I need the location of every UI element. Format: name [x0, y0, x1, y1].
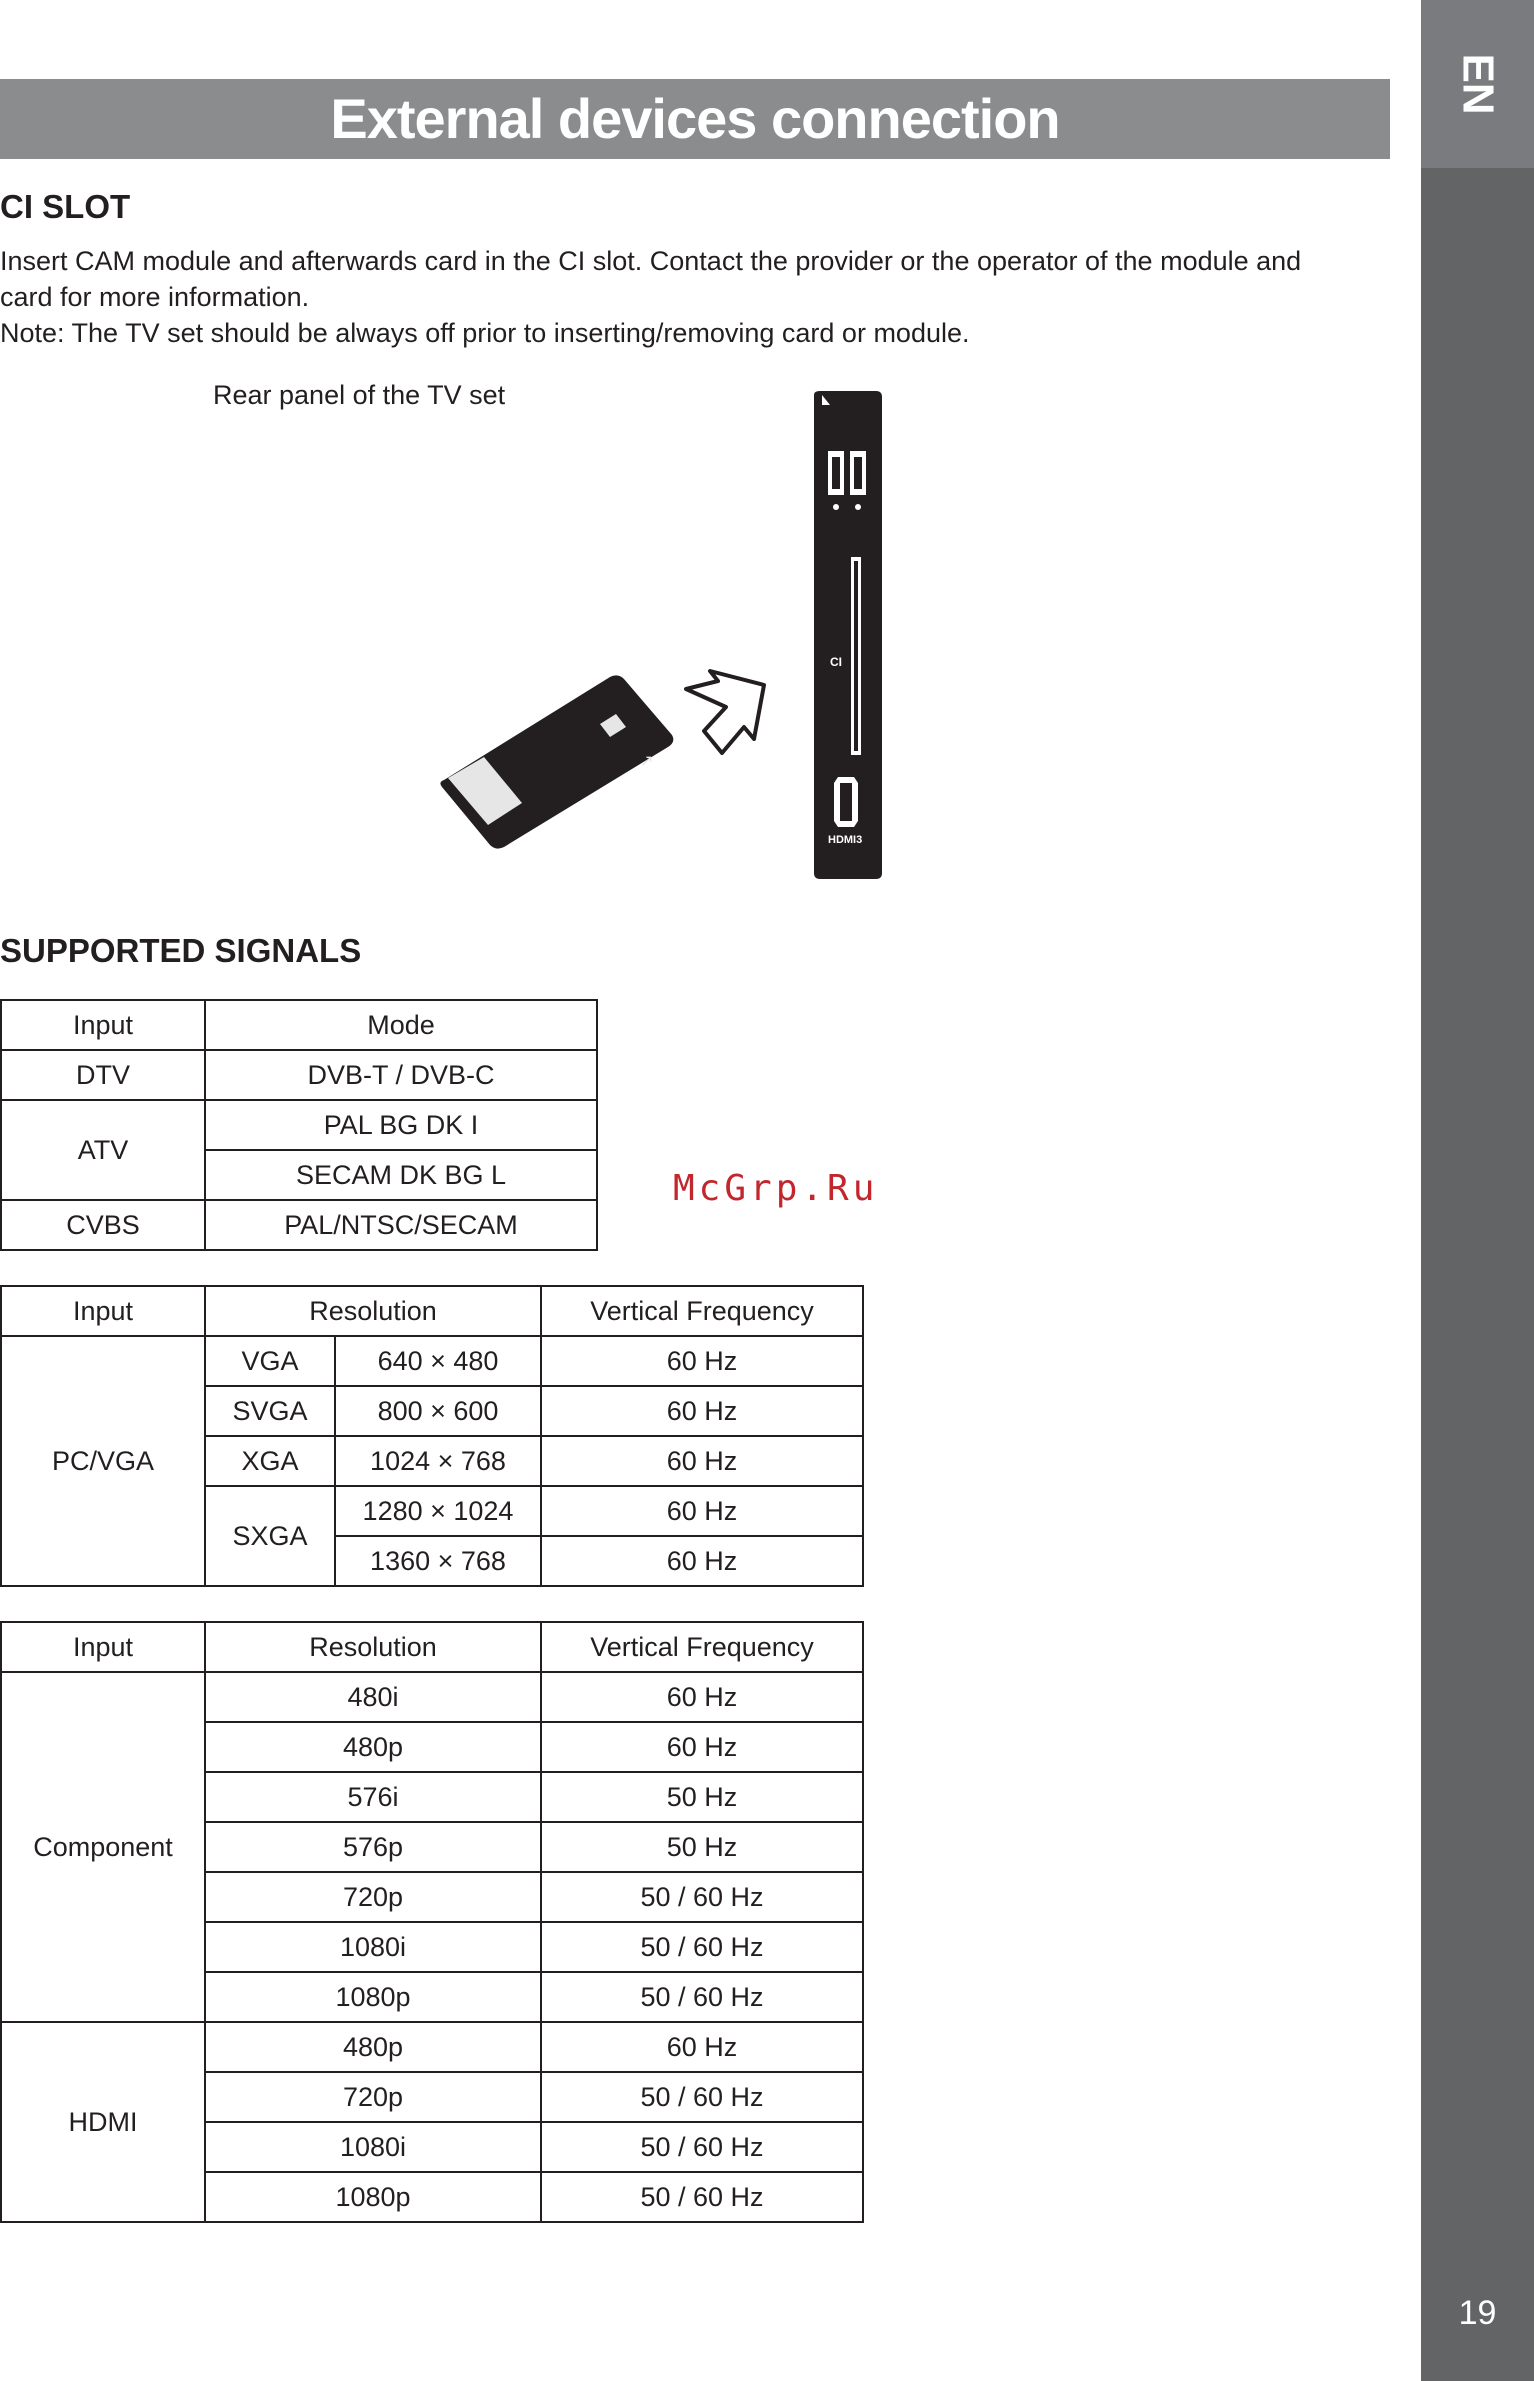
resolution-cell: 480p — [205, 2022, 541, 2072]
mode-cell: PAL/NTSC/SECAM — [205, 1200, 597, 1250]
resolution-cell: 576p — [205, 1822, 541, 1872]
table-row — [1, 1050, 597, 1100]
input-cell: HDMI — [1, 2022, 205, 2222]
frequency-cell: 50 / 60 Hz — [541, 1922, 863, 1972]
header-cell: Input — [1, 1622, 205, 1672]
mode-cell: SXGA — [205, 1486, 335, 1586]
pc-vga-table — [0, 1285, 864, 1587]
frequency-cell: 50 Hz — [541, 1822, 863, 1872]
usb-icon — [833, 504, 839, 510]
mode-cell: PAL BG DK I — [205, 1100, 597, 1150]
mode-cell: VGA — [205, 1336, 335, 1386]
ci-label: CI — [830, 655, 842, 669]
frequency-cell: 60 Hz — [541, 1536, 863, 1586]
hdmi3-label: HDMI3 — [828, 834, 863, 846]
instruction-note: Note: The TV set should be always off prior to inserting/removing card or module. — [0, 318, 970, 348]
table-header-row — [1, 1286, 863, 1336]
header-cell: Input — [1, 1286, 205, 1336]
frequency-cell: 50 / 60 Hz — [541, 2172, 863, 2222]
component-hdmi-table — [0, 1621, 864, 2223]
input-cell: ATV — [1, 1100, 205, 1200]
side-bar — [1421, 0, 1534, 2381]
frequency-cell: 50 Hz — [541, 1772, 863, 1822]
resolution-cell: 800 × 600 — [335, 1386, 541, 1436]
frequency-cell: 60 Hz — [541, 1722, 863, 1772]
table-header-row — [1, 1622, 863, 1672]
table-row — [1, 1200, 597, 1250]
mode-cell: DVB-T / DVB-C — [205, 1050, 597, 1100]
table-row — [1, 1100, 597, 1150]
resolution-cell: 1080i — [205, 1922, 541, 1972]
supported-signals-heading: SUPPORTED SIGNALS — [0, 932, 362, 969]
frequency-cell: 60 Hz — [541, 1386, 863, 1436]
ci-slot-instructions — [0, 243, 1380, 351]
frequency-cell: 50 / 60 Hz — [541, 2072, 863, 2122]
language-label: EN — [1453, 53, 1503, 115]
resolution-cell: 720p — [205, 2072, 541, 2122]
resolution-cell: 1080i — [205, 2122, 541, 2172]
frequency-cell: 50 / 60 Hz — [541, 1972, 863, 2022]
frequency-cell: 60 Hz — [541, 1672, 863, 1722]
frequency-cell: 50 / 60 Hz — [541, 1872, 863, 1922]
resolution-cell: 1360 × 768 — [335, 1536, 541, 1586]
header-cell: Vertical Frequency — [541, 1622, 863, 1672]
watermark: McGrp.Ru — [673, 1168, 879, 1209]
mode-cell: SECAM DK BG L — [205, 1150, 597, 1200]
resolution-cell: 1024 × 768 — [335, 1436, 541, 1486]
page-number: 19 — [1458, 2294, 1497, 2332]
usb-icon — [855, 504, 861, 510]
input-cell: Component — [1, 1672, 205, 2022]
input-cell: CVBS — [1, 1200, 205, 1250]
mode-cell: XGA — [205, 1436, 335, 1486]
header-cell: Vertical Frequency — [541, 1286, 863, 1336]
frequency-cell: 50 / 60 Hz — [541, 2122, 863, 2172]
table-row — [1, 2022, 863, 2072]
header-cell: Resolution — [205, 1622, 541, 1672]
resolution-cell: 1280 × 1024 — [335, 1486, 541, 1536]
resolution-cell: 720p — [205, 1872, 541, 1922]
frequency-cell: 60 Hz — [541, 1436, 863, 1486]
page-title: External devices connection — [0, 79, 1390, 159]
mode-cell: SVGA — [205, 1386, 335, 1436]
rear-panel-caption: Rear panel of the TV set — [213, 380, 506, 410]
tv-rear-panel — [814, 391, 882, 879]
header-cell: Mode — [205, 1000, 597, 1050]
table-row — [1, 1336, 863, 1386]
instruction-line: Insert CAM module and afterwards card in the CI slot. Contact the provider or the operator of the module and — [0, 246, 1302, 276]
instruction-line: card for more information. — [0, 282, 310, 312]
resolution-cell: 640 × 480 — [335, 1336, 541, 1386]
frequency-cell: 60 Hz — [541, 1336, 863, 1386]
resolution-cell: 1080p — [205, 1972, 541, 2022]
input-cell: DTV — [1, 1050, 205, 1100]
cam-card-illustration — [440, 675, 673, 848]
table-header-row — [1, 1000, 597, 1050]
header-cell: Resolution — [205, 1286, 541, 1336]
card-arrow-glyph: ↗ — [640, 751, 654, 770]
resolution-cell: 1080p — [205, 2172, 541, 2222]
frequency-cell: 60 Hz — [541, 2022, 863, 2072]
input-cell: PC/VGA — [1, 1336, 205, 1586]
header-cell: Input — [1, 1000, 205, 1050]
insert-arrow-icon — [686, 671, 764, 753]
tv-modes-table — [0, 999, 598, 1251]
language-tab — [1421, 0, 1534, 168]
resolution-cell: 480p — [205, 1722, 541, 1772]
table-row — [1, 1672, 863, 1722]
resolution-cell: 480i — [205, 1672, 541, 1722]
ci-slot-illustration — [430, 385, 890, 885]
ci-slot-heading: CI SLOT — [0, 188, 131, 225]
frequency-cell: 60 Hz — [541, 1486, 863, 1536]
resolution-cell: 576i — [205, 1772, 541, 1822]
